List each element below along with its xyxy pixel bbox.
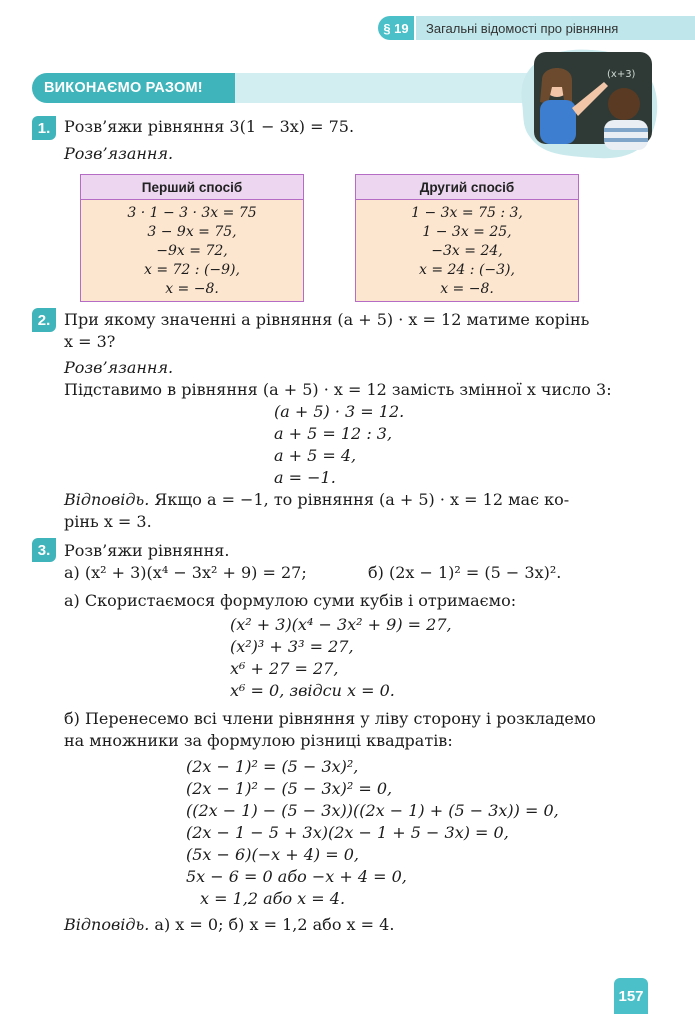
method-2-box [355,174,579,302]
page-number: 157 [614,978,648,1014]
method-1-title: Перший спосіб [81,175,303,200]
banner-stripe [235,73,555,103]
task-3-answer [64,914,394,936]
task-3-b-step: ((2x − 1) − (5 − 3x))((2x − 1) + (5 − 3x)) = 0, [186,801,559,820]
task-1-statement: Розв’яжи рівняння 3(1 − 3x) = 75. [64,117,355,136]
task-2-number: 2. [32,308,56,332]
task-1-solution-label: Розв’язання. [64,144,174,163]
task-3-a-step: x⁶ = 0, звідси x = 0. [230,681,395,700]
task-3-number: 3. [32,538,56,562]
task-2-answer-label: Відповідь. [64,490,150,509]
section-badge: § 19 [378,16,414,40]
task-3-a-step: (x²)³ + 3³ = 27, [230,637,354,656]
task-3-b-step: x = 1,2 або x = 4. [200,889,346,908]
task-2-intro: Підставимо в рівняння (a + 5) · x = 12 замість змінної x число 3: [64,380,612,399]
method-2-line: x = −8. [440,281,494,297]
task-2-step: a = −1. [274,468,336,487]
task-3-answer-text: а) x = 0; б) x = 1,2 або x = 4. [154,915,395,934]
task-3-part-b: б) (2x − 1)² = (5 − 3x)². [368,563,562,582]
task-3-b-step: 5x − 6 = 0 або −x + 4 = 0, [186,867,407,886]
task-3-b-step: (5x − 6)(−x + 4) = 0, [186,845,359,864]
method-1-line: 3 − 9x = 75, [147,224,237,240]
task-3-part-a: а) (x² + 3)(x⁴ − 3x² + 9) = 27; [64,563,307,582]
method-2-line: x = 24 : (−3), [419,262,515,278]
method-1-line: 3 · 1 − 3 · 3x = 75 [127,205,257,221]
svg-text:(x+3): (x+3) [607,69,636,80]
banner-title: ВИКОНАЄМО РАЗОМ! [32,73,235,103]
method-2-line: −3x = 24, [431,243,503,259]
method-2-line: 1 − 3x = 25, [422,224,512,240]
task-2-step: a + 5 = 12 : 3, [274,424,393,443]
task-3-b-intro-line-1: б) Перенесемо всі члени рівняння у ліву сторону і розкладемо [64,709,596,728]
method-2-line: 1 − 3x = 75 : 3, [411,205,523,221]
task-3-a-step: x⁶ + 27 = 27, [230,659,339,678]
method-1-line: x = 72 : (−9), [144,262,240,278]
task-3-a-intro: а) Скористаємося формулою суми кубів і отримаємо: [64,591,517,610]
method-1-line: x = −8. [165,281,219,297]
task-2-answer-line-1 [64,489,569,511]
task-3-statement: Розв’яжи рівняння. [64,541,230,560]
section-title: Загальні відомості про рівняння [416,16,695,40]
task-2-statement-line-2: x = 3? [64,332,116,351]
method-2-title: Другий спосіб [356,175,578,200]
task-2-answer-line-2: рінь x = 3. [64,512,152,531]
task-2-step: a + 5 = 4, [274,446,357,465]
students-photo [512,42,662,162]
task-2-statement-line-1: При якому значенні a рівняння (a + 5) · x = 12 матиме корінь [64,310,590,329]
task-3-b-step: (2x − 1 − 5 + 3x)(2x − 1 + 5 − 3x) = 0, [186,823,509,842]
task-3-b-intro-line-2: на множники за формулою різниці квадратів: [64,731,453,750]
task-2-step: (a + 5) · 3 = 12. [274,402,405,421]
method-1-box [80,174,304,302]
task-3-b-step: (2x − 1)² = (5 − 3x)², [186,757,359,776]
method-1-line: −9x = 72, [156,243,228,259]
task-3-b-step: (2x − 1)² − (5 − 3x)² = 0, [186,779,393,798]
task-1-number: 1. [32,116,56,140]
task-2-solution-label: Розв’язання. [64,358,174,377]
task-2-answer-text: Якщо a = −1, то рівняння (a + 5) · x = 12 має ко- [154,490,570,509]
task-3-answer-label: Відповідь. [64,915,150,934]
task-3-a-step: (x² + 3)(x⁴ − 3x² + 9) = 27, [230,615,452,634]
